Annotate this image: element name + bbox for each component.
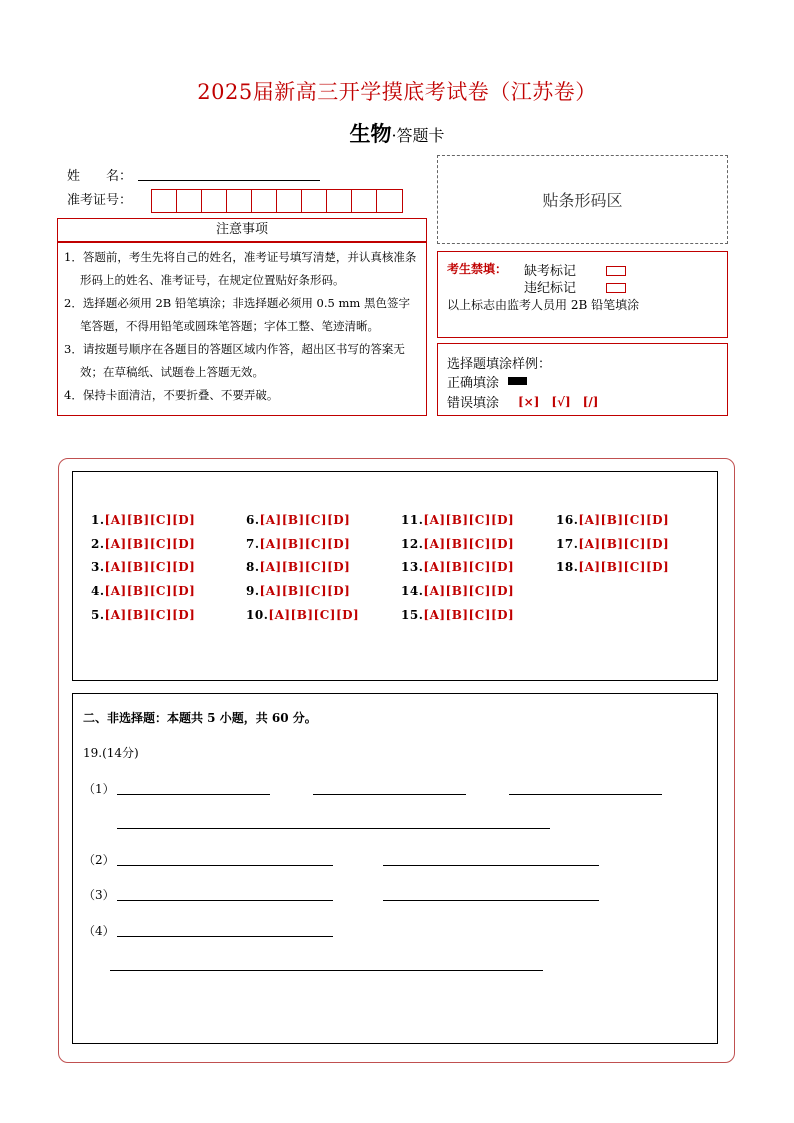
answer-line[interactable]: [110, 970, 543, 971]
mc-question[interactable]: 11.[A][B][C][D]: [401, 513, 515, 527]
exam-id-boxes[interactable]: [151, 189, 403, 213]
subject-suffix: ·答题卡: [391, 126, 445, 145]
mc-question[interactable]: 4.[A][B][C][D]: [91, 584, 196, 598]
sub-question-label: （4）: [83, 924, 115, 938]
exam-id-digit-box[interactable]: [352, 190, 377, 212]
mc-question[interactable]: 14.[A][B][C][D]: [401, 584, 515, 598]
wrong-fill-samples: [×] [√] [/]: [518, 395, 599, 409]
answer-line[interactable]: [117, 865, 333, 866]
exam-status-label: 考生禁填：: [447, 262, 508, 276]
exam-title: 2025届新高三开学摸底考试卷（江苏卷）: [197, 80, 597, 104]
fill-sample-title: 选择题填涂样例：: [447, 357, 552, 372]
mc-question[interactable]: 8.[A][B][C][D]: [246, 560, 351, 574]
notice-title: 注意事项: [57, 218, 427, 242]
question-title: 19.(14分): [83, 746, 139, 760]
exam-status-box: [437, 251, 728, 338]
exam-id-digit-box[interactable]: [327, 190, 352, 212]
fill-sample-box: [437, 343, 728, 416]
answer-line[interactable]: [117, 794, 270, 795]
sub-question-label: （1）: [83, 782, 115, 796]
exam-id-digit-box[interactable]: [227, 190, 252, 212]
mc-question[interactable]: 5.[A][B][C][D]: [91, 608, 196, 622]
mc-question[interactable]: 18.[A][B][C][D]: [556, 560, 670, 574]
exam-id-digit-box[interactable]: [302, 190, 327, 212]
exam-id-digit-box[interactable]: [152, 190, 177, 212]
sub-question-label: （3）: [83, 888, 115, 902]
answer-line[interactable]: [117, 900, 333, 901]
exam-id-digit-box[interactable]: [252, 190, 277, 212]
mc-question[interactable]: 10.[A][B][C][D]: [246, 608, 360, 622]
mc-question[interactable]: 9.[A][B][C][D]: [246, 584, 351, 598]
notice-list: [57, 242, 427, 416]
mc-question[interactable]: 15.[A][B][C][D]: [401, 608, 515, 622]
wrong-fill-label: 错误填涂: [447, 396, 500, 411]
mc-question[interactable]: 7.[A][B][C][D]: [246, 537, 351, 551]
answer-line[interactable]: [117, 828, 550, 829]
notice-item: 3．请按题号顺序在各题目的答题区域内作答，超出区书写的答案无效；在草稿纸、试题卷上答题无效。: [64, 342, 405, 379]
answer-line[interactable]: [383, 900, 599, 901]
barcode-area: 贴条形码区: [437, 155, 728, 244]
multiple-choice-box: [72, 471, 718, 681]
answer-line[interactable]: [313, 794, 466, 795]
answer-line[interactable]: [117, 936, 333, 937]
mc-question[interactable]: 3.[A][B][C][D]: [91, 560, 196, 574]
subject-heading: [0, 118, 794, 148]
name-input-line[interactable]: [138, 180, 320, 181]
subject-name: 生物: [349, 121, 392, 146]
notice-item: 2．选择题必须用 2B 铅笔填涂；非选择题必须用 0.5 mm 黑色签字笔答题，不得用铅笔或圆珠笔答题；字体工整、笔迹清晰。: [64, 296, 410, 333]
mc-question[interactable]: 16.[A][B][C][D]: [556, 513, 670, 527]
exam-id-digit-box[interactable]: [202, 190, 227, 212]
mc-question[interactable]: 12.[A][B][C][D]: [401, 537, 515, 551]
correct-fill-sample: [508, 377, 527, 385]
violation-mark-box[interactable]: [606, 280, 626, 294]
correct-fill-label: 正确填涂: [447, 376, 500, 391]
notice-item: 4．保持卡面清洁，不要折叠、不要弄破。: [64, 388, 279, 402]
answer-line[interactable]: [509, 794, 662, 795]
violation-mark-label: 违纪标记: [524, 281, 577, 296]
absent-mark-label: 缺考标记: [524, 264, 577, 279]
mc-question[interactable]: 13.[A][B][C][D]: [401, 560, 515, 574]
exam-id-label: 准考证号：: [67, 193, 133, 208]
mc-question[interactable]: 2.[A][B][C][D]: [91, 537, 196, 551]
notice-item: 1．答题前，考生先将自己的姓名，准考证号填写清楚，并认真核准条形码上的姓名、准考证号，在规定位置贴好条形码。: [64, 250, 417, 287]
name-label: 姓 名：: [67, 169, 133, 184]
answer-line[interactable]: [383, 865, 599, 866]
exam-id-digit-box[interactable]: [177, 190, 202, 212]
short-answer-box: [72, 693, 718, 1044]
mc-question[interactable]: 6.[A][B][C][D]: [246, 513, 351, 527]
exam-status-note: 以上标志由监考人员用 2B 铅笔填涂: [447, 298, 640, 312]
absent-mark-box[interactable]: [606, 263, 626, 277]
exam-id-digit-box[interactable]: [277, 190, 302, 212]
section-title: 二、非选择题：本题共 5 小题，共 60 分。: [83, 711, 317, 725]
mc-question[interactable]: 1.[A][B][C][D]: [91, 513, 196, 527]
sub-question-label: （2）: [83, 853, 115, 867]
exam-id-digit-box[interactable]: [377, 190, 402, 212]
mc-question[interactable]: 17.[A][B][C][D]: [556, 537, 670, 551]
